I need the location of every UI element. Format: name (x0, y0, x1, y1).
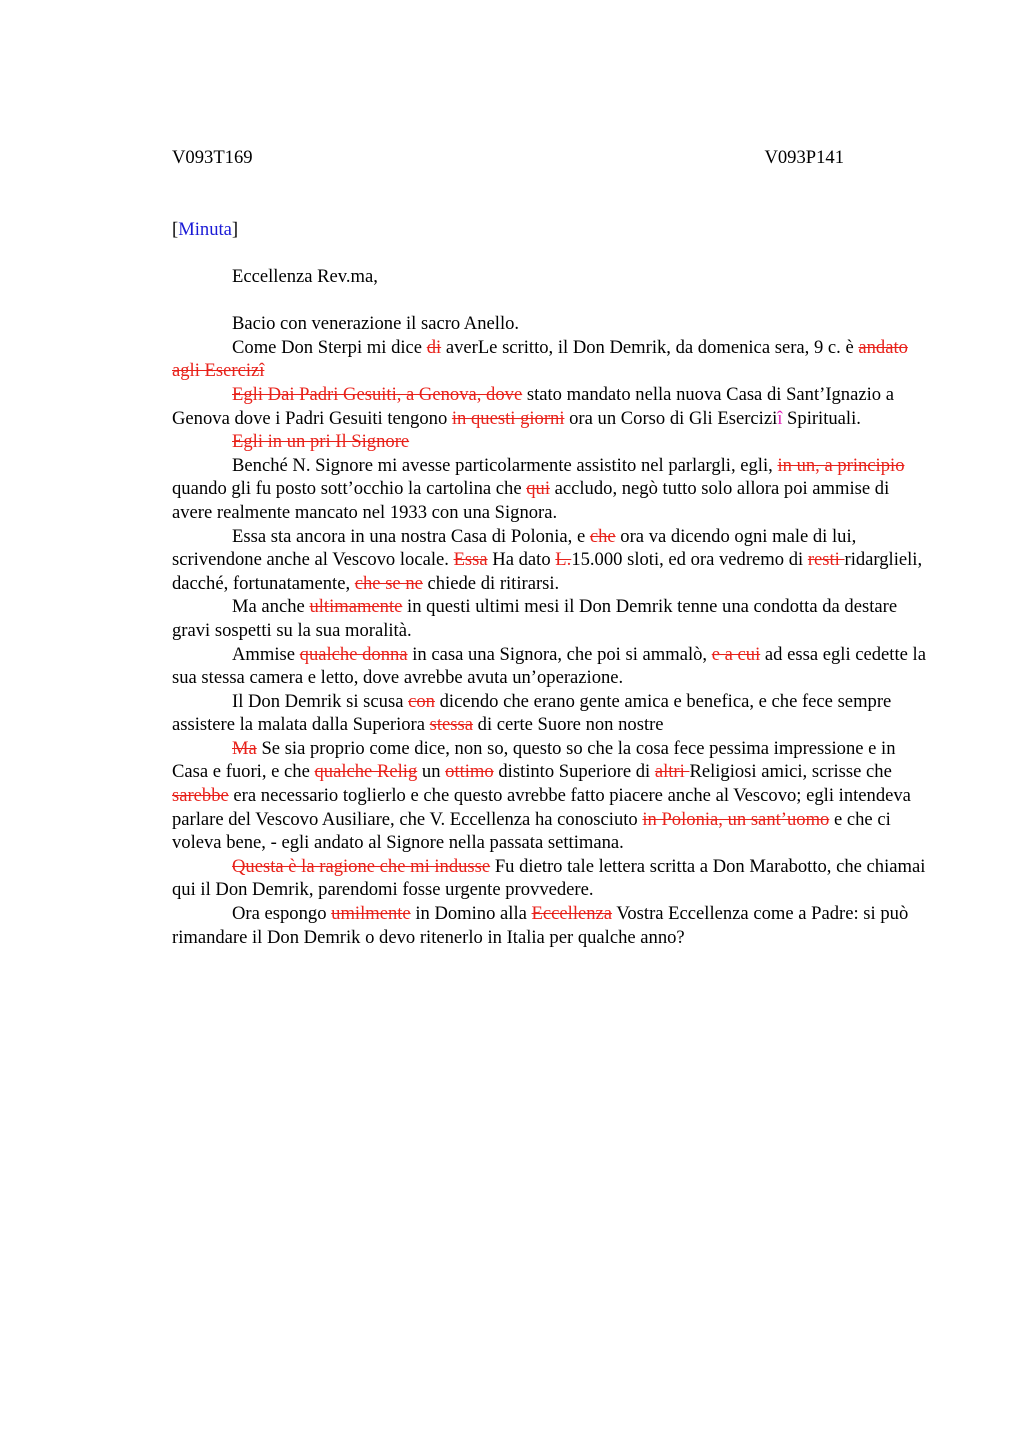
deleted-text: Egli Dai Padri Gesuiti, a Genova, dove (232, 383, 523, 405)
deleted-text: Eccellenza (531, 903, 613, 925)
deleted-text: qualche donna (299, 643, 408, 665)
text-segment: 15.000 sloti, ed ora vedremo di (571, 549, 808, 571)
text-segment: Spirituali. (782, 407, 861, 429)
text-segment: stato mandato nella nuova Casa di Sant’Ignazio a Genova dove i Padri Gesuiti tengono (172, 383, 894, 429)
text-segment: di certe Suore non nostre (473, 714, 664, 736)
text-segment: era necessario toglierlo e che questo avrebbe fatto piacere anche al Vescovo; egli intendeva parlare del Vescovo Ausiliare, che V. Eccellenza ha conosciuto (172, 785, 911, 830)
deleted-text: umilmente (331, 903, 411, 925)
text-segment: Ha dato (487, 549, 556, 571)
deleted-text: Essa (453, 549, 488, 571)
deleted-text: in questi giorni (451, 407, 565, 429)
text-segment: Benché N. Signore mi avesse particolarmente assistito nel parlargli, egli, (232, 454, 778, 476)
text-segment: Ma anche (232, 596, 310, 618)
letter-paragraph (172, 643, 928, 690)
text-segment: Fu dietro tale lettera scritta a Don Marabotto, che chiamai qui il Don Demrik, parendomi fosse urgente provvedere. (172, 855, 926, 901)
text-segment: accludo, negò tutto solo allora poi ammise di avere realmente mancato nel 1933 con una Signora. (172, 478, 890, 523)
text-segment: e che ci voleva bene, - egli andato al Signore nella passata settimana. (172, 808, 891, 854)
text-segment: Come Don Sterpi mi dice (232, 336, 427, 358)
deleted-text: in Polonia, un sant’uomo (642, 808, 830, 830)
right-reference-code: V093P141 (764, 147, 844, 168)
letter-paragraph (172, 454, 928, 525)
text-segment: Vostra Eccellenza come a Padre: si può rimandare il Don Demrik o devo ritenerlo in Italia per qualche anno? (172, 903, 909, 948)
text-segment: Religiosi amici, scrisse che (689, 761, 892, 783)
text-segment: ad essa egli cedette la sua stessa camera e letto, dove avrebbe avuta un’operazione. (172, 643, 926, 689)
document-page (172, 146, 928, 949)
text-segment: in casa una Signora, che poi si ammalò, (407, 643, 712, 665)
deleted-text: con (408, 690, 435, 712)
text-segment: Essa sta ancora in una nostra Casa di Polonia, e (232, 525, 590, 547)
editorial-note-label: Minuta (178, 219, 232, 240)
text-segment: in questi ultimi mesi il Don Demrik tenne una condotta da destare gravi sospetti su la sua moralità. (172, 596, 898, 641)
text-segment: Ora espongo (232, 903, 332, 925)
text-segment: ora va dicendo ogni male di lui, scrivendone anche al Vescovo locale. (172, 525, 857, 571)
text-segment: chiede di ritirarsi. (422, 572, 560, 594)
letter-paragraph (172, 336, 928, 383)
editorial-note: [Minuta] (172, 219, 239, 240)
text-segment: Se sia proprio come dice, non so, questo so che la cosa fece pessima impressione e in Casa e fuori, e che (172, 737, 896, 783)
deleted-text: Egli in un pri Il Signore (232, 431, 410, 453)
text-segment: averLe scritto, il Don Demrik, da domenica sera, 9 c. è (441, 336, 859, 358)
text-segment: ridarglieli, dacché, fortunatamente, (172, 549, 923, 594)
deleted-text: e a cui (711, 643, 761, 665)
letter-paragraph (172, 383, 928, 430)
deleted-text: altri (654, 761, 690, 783)
deleted-text: Questa è la ragione che mi indusse (232, 855, 491, 877)
deleted-text: resti (807, 549, 845, 571)
text-segment: un (417, 761, 446, 783)
deleted-text: qualche Relig (314, 761, 418, 783)
deleted-text: sarebbe (172, 785, 229, 807)
deleted-text: che se ne (354, 572, 423, 594)
insertion-mark: î (777, 407, 783, 429)
letter-paragraph (172, 690, 928, 737)
text-segment: Ammise (232, 643, 300, 665)
text-segment: in Domino alla (410, 903, 532, 925)
left-reference-code: V093T169 (172, 147, 253, 168)
letter-paragraph (172, 737, 928, 855)
text-segment: distinto Superiore di (493, 761, 655, 783)
salutation: Eccellenza Rev.ma, (232, 265, 378, 287)
letter-paragraph (172, 312, 928, 336)
letter-paragraph (172, 595, 928, 642)
letter-paragraph (172, 855, 928, 902)
deleted-text: stessa (429, 714, 474, 736)
text-segment: dicendo che erano gente amica e benefica, e che fece sempre assistere la malata dalla Superiora (172, 690, 892, 736)
deleted-text: andato agli Esercizî (172, 336, 908, 382)
deleted-text: ultimamente (309, 596, 403, 618)
text-segment: Il Don Demrik si scusa (232, 690, 409, 712)
deleted-text: in un, a principio (777, 454, 905, 476)
letter-paragraph (172, 902, 928, 949)
letter-paragraph (172, 525, 928, 596)
deleted-text: ottimo (445, 761, 494, 783)
deleted-text: di (426, 336, 442, 358)
deleted-text: Ma (232, 737, 257, 759)
deleted-text: qui (526, 478, 550, 500)
document-header (172, 146, 844, 170)
deleted-text: L. (555, 549, 572, 571)
text-segment: ora un Corso di Gli Esercizi (564, 407, 778, 429)
text-segment: quando gli fu posto sott’occhio la cartolina che (172, 478, 527, 500)
text-segment: Bacio con venerazione il sacro Anello. (232, 313, 520, 335)
deleted-text: che (589, 525, 616, 547)
letter-body (172, 312, 928, 949)
letter-paragraph (172, 430, 928, 454)
